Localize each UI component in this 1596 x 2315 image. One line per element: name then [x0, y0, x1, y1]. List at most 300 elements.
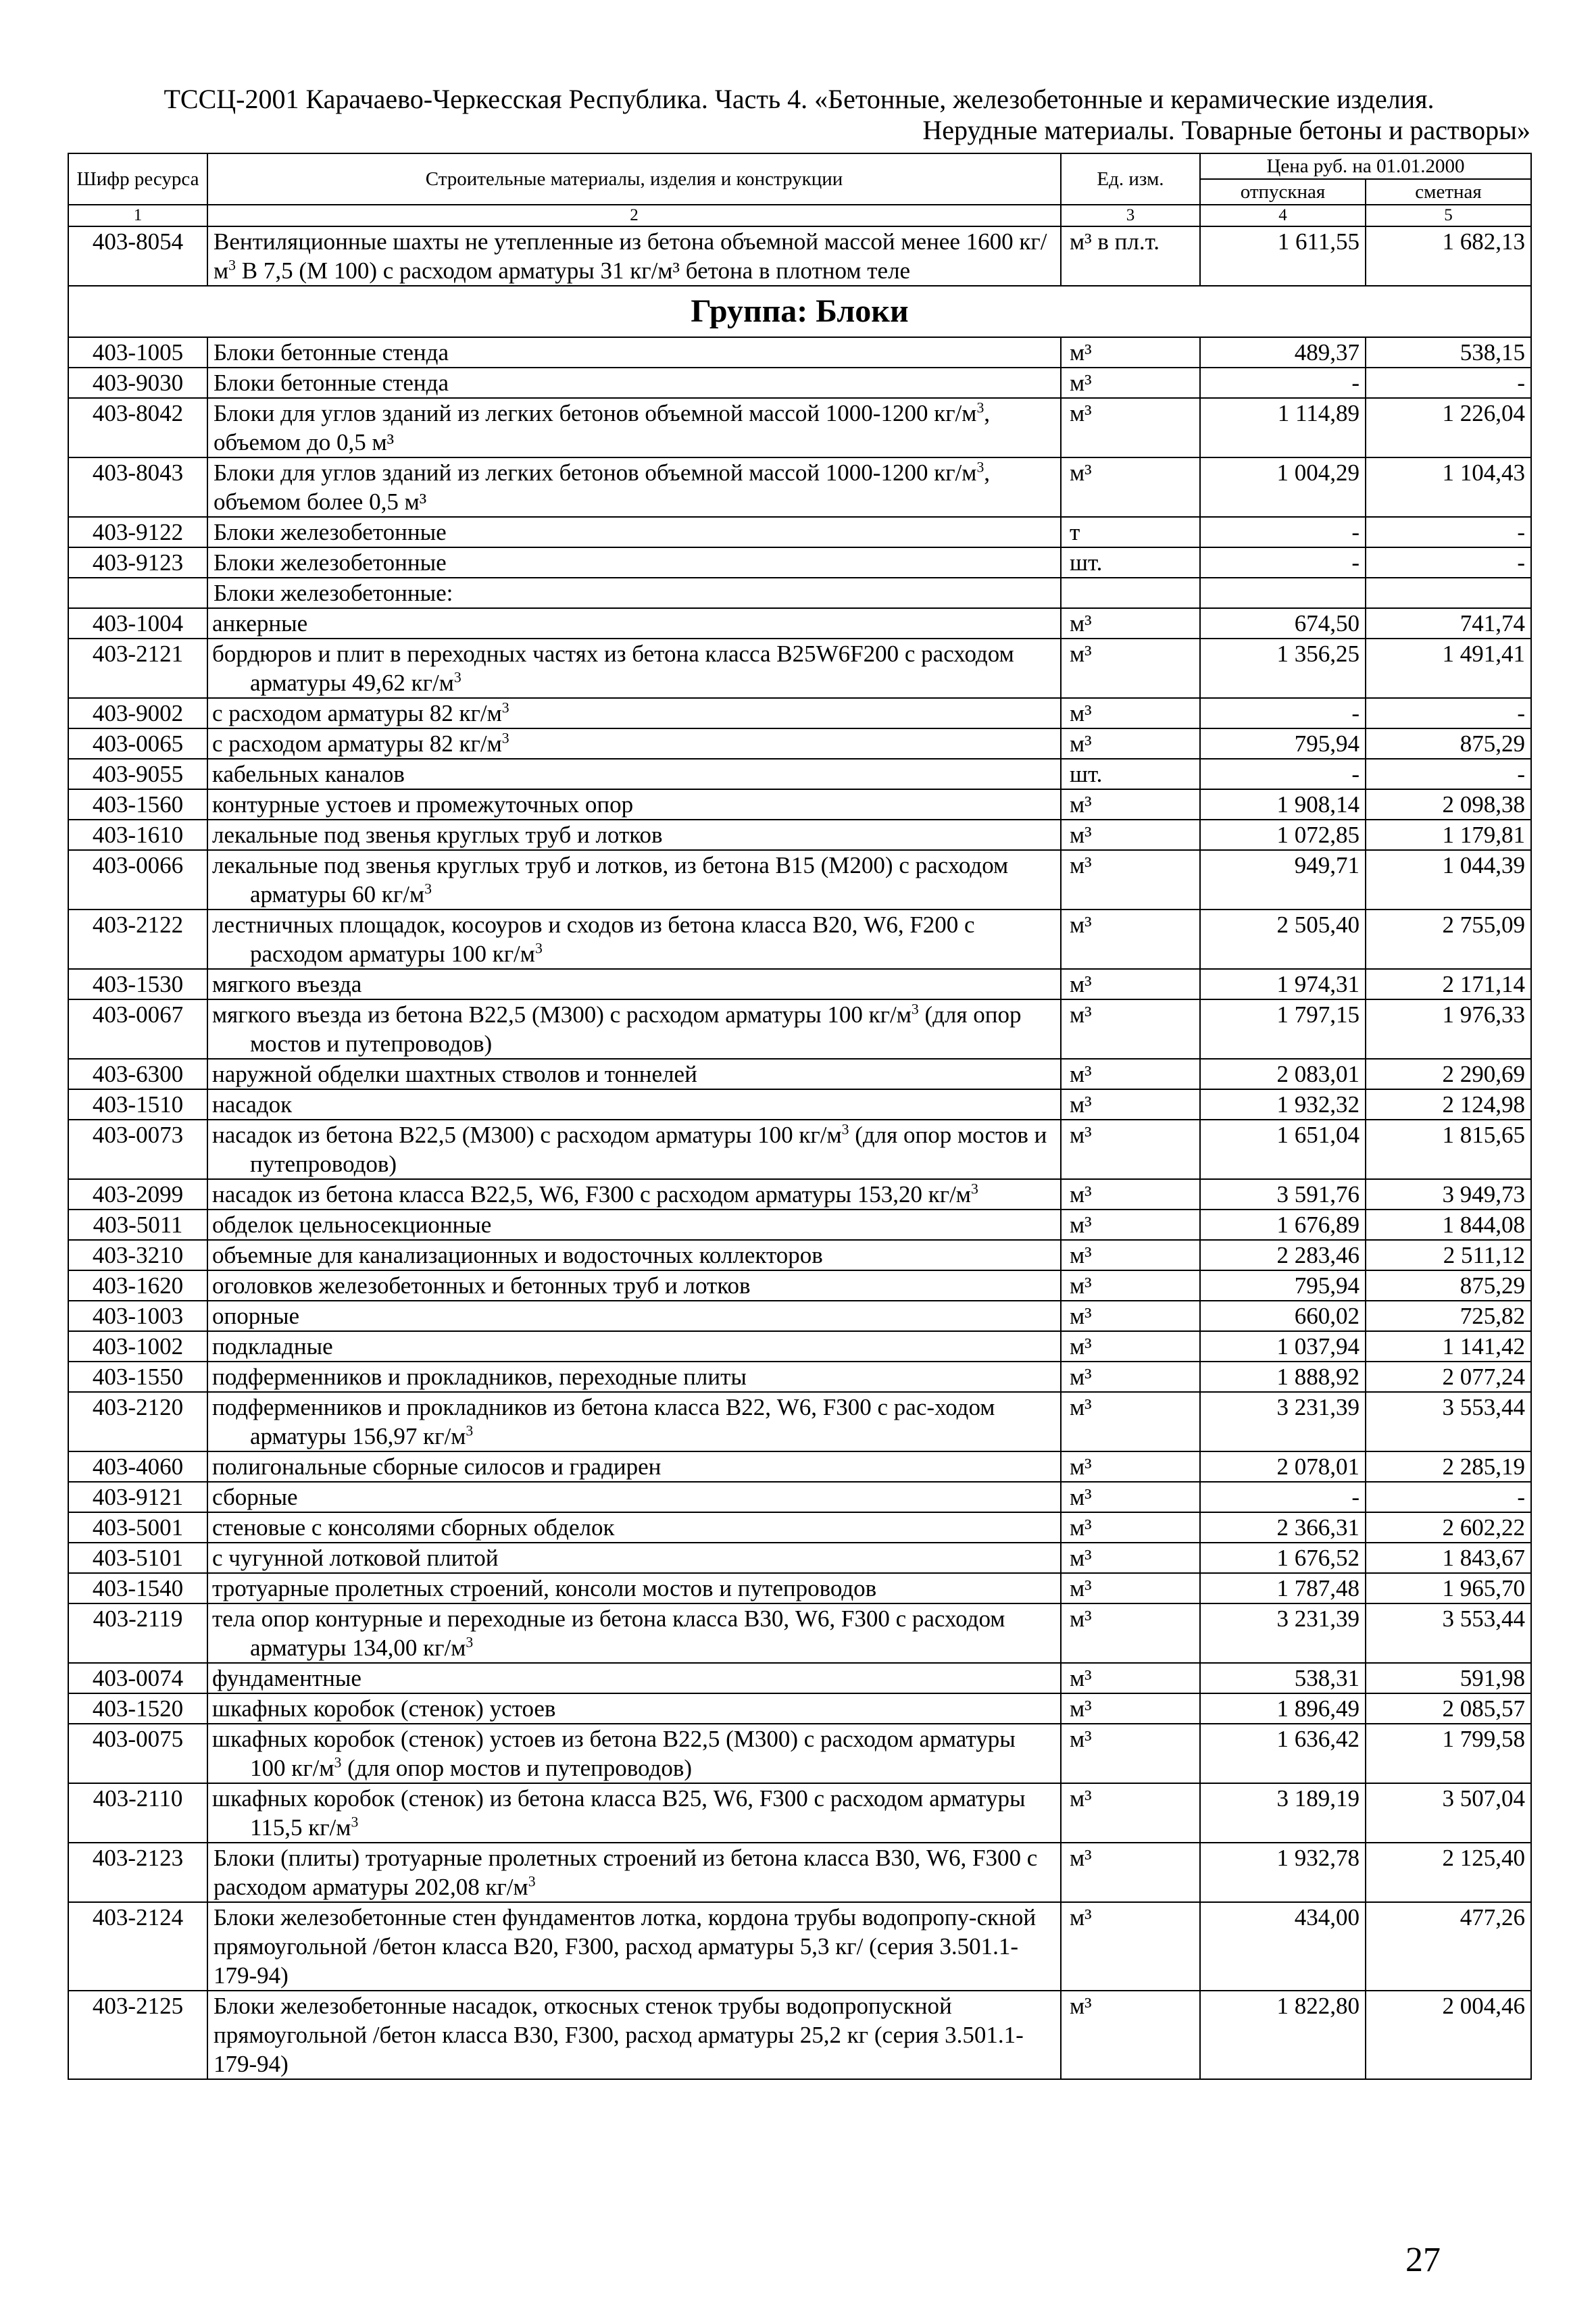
description-text: Вентиляционные шахты не утепленные из бетона объемной массой менее 1600 кг/м — [214, 228, 1047, 284]
unit: м³ — [1061, 1301, 1200, 1331]
unit: м³ — [1061, 1120, 1200, 1179]
description-text: оголовков железобетонных и бетонных труб и лотков — [212, 1272, 751, 1299]
description-text: насадок из бетона класса В22,5, W6, F300 с расходом арматуры 153,20 кг/м — [212, 1181, 971, 1208]
table-row — [68, 517, 1531, 547]
unit: шт. — [1061, 547, 1200, 578]
item-description — [207, 1089, 1061, 1120]
table-row — [68, 1543, 1531, 1573]
item-description — [207, 820, 1061, 850]
description-text: опорные — [212, 1303, 300, 1329]
description-text-cont: (для опор мостов и путепроводов) — [341, 1755, 693, 1781]
table-row — [68, 226, 1531, 286]
estimate-price: 1 044,39 — [1366, 850, 1531, 910]
table-row — [68, 1991, 1531, 2079]
release-price: 1 611,55 — [1200, 226, 1366, 286]
release-price: 1 908,14 — [1200, 789, 1366, 820]
release-price — [1200, 578, 1366, 608]
estimate-price — [1366, 578, 1531, 608]
release-price: 1 114,89 — [1200, 398, 1366, 457]
estimate-price: - — [1366, 547, 1531, 578]
item-description — [207, 1603, 1061, 1663]
superscript: 3 — [501, 730, 509, 747]
estimate-price: - — [1366, 759, 1531, 789]
resource-code: 403-1610 — [68, 820, 207, 850]
release-price: 1 636,42 — [1200, 1724, 1366, 1783]
resource-code: 403-0065 — [68, 728, 207, 759]
unit: м³ — [1061, 789, 1200, 820]
table-row — [68, 759, 1531, 789]
estimate-price: 1 844,08 — [1366, 1210, 1531, 1240]
table-row — [68, 457, 1531, 517]
item-description — [207, 1240, 1061, 1270]
col-number: 5 — [1366, 205, 1531, 226]
item-description — [207, 1270, 1061, 1301]
item-description — [207, 1724, 1061, 1783]
col-code-header: Шифр ресурса — [68, 153, 207, 205]
table-row — [68, 639, 1531, 698]
release-price: 1 787,48 — [1200, 1573, 1366, 1603]
description-text: с чугунной лотковой плитой — [212, 1545, 499, 1571]
item-description — [207, 1543, 1061, 1573]
unit: м³ — [1061, 1240, 1200, 1270]
unit: м³ — [1061, 1783, 1200, 1843]
table-row — [68, 368, 1531, 398]
item-description — [207, 698, 1061, 728]
estimate-price: 591,98 — [1366, 1663, 1531, 1693]
superscript: 3 — [466, 1422, 474, 1439]
description-text: Блоки железобетонные — [214, 519, 447, 545]
estimate-price: 741,74 — [1366, 608, 1531, 639]
description-text: Блоки (плиты) тротуарные пролетных строений из бетона класса В30, W6, F300 с расходом арматуры 202,08 кг/м — [214, 1845, 1038, 1900]
superscript: 3 — [528, 1873, 536, 1890]
superscript: 3 — [228, 257, 236, 274]
resource-code: 403-2123 — [68, 1843, 207, 1902]
unit — [1061, 578, 1200, 608]
table-row — [68, 910, 1531, 969]
table-row — [68, 1693, 1531, 1724]
table-row — [68, 1451, 1531, 1482]
release-price: 1 932,78 — [1200, 1843, 1366, 1902]
item-description — [207, 1301, 1061, 1331]
estimate-price: 2 098,38 — [1366, 789, 1531, 820]
description-text: Блоки железобетонные: — [214, 580, 453, 606]
description-text-cont: В 7,5 (М 100) с расходом арматуры 31 кг/м³ бетона в плотном теле — [236, 257, 911, 284]
table-row — [68, 398, 1531, 457]
superscript: 3 — [453, 669, 462, 686]
unit: м³ — [1061, 1392, 1200, 1451]
document-title: ТССЦ-2001 Карачаево-Черкесская Республика. Часть 4. «Бетонные, железобетонные и керамические изделия. — [164, 84, 1435, 114]
description-text: насадок из бетона В22,5 (М300) с расходом арматуры 100 кг/м — [212, 1122, 842, 1148]
estimate-price: 2 077,24 — [1366, 1362, 1531, 1392]
resource-code: 403-1540 — [68, 1573, 207, 1603]
resource-code: 403-9121 — [68, 1482, 207, 1512]
item-description — [207, 608, 1061, 639]
estimate-price: 875,29 — [1366, 728, 1531, 759]
unit: м³ — [1061, 1270, 1200, 1301]
table-row — [68, 789, 1531, 820]
description-text: мягкого въезда из бетона В22,5 (М300) с расходом арматуры 100 кг/м — [212, 1001, 912, 1028]
release-price: 489,37 — [1200, 337, 1366, 368]
unit: м³ — [1061, 820, 1200, 850]
item-description — [207, 368, 1061, 398]
estimate-price: 2 125,40 — [1366, 1843, 1531, 1902]
resource-code: 403-8043 — [68, 457, 207, 517]
superscript: 3 — [466, 1634, 474, 1651]
item-description — [207, 1573, 1061, 1603]
table-row — [68, 1179, 1531, 1210]
table-row — [68, 1603, 1531, 1663]
release-price: - — [1200, 759, 1366, 789]
resource-code: 403-1550 — [68, 1362, 207, 1392]
resource-code: 403-6300 — [68, 1059, 207, 1089]
table-row — [68, 728, 1531, 759]
description-text: Блоки бетонные стенда — [214, 339, 449, 366]
release-price: 2 366,31 — [1200, 1512, 1366, 1543]
item-description — [207, 457, 1061, 517]
resource-code: 403-2110 — [68, 1783, 207, 1843]
estimate-price: 1 965,70 — [1366, 1573, 1531, 1603]
item-description — [207, 226, 1061, 286]
superscript: 3 — [911, 1001, 919, 1018]
release-price: 3 189,19 — [1200, 1783, 1366, 1843]
table-row — [68, 547, 1531, 578]
description-text: кабельных каналов — [212, 761, 405, 787]
release-price: 1 676,52 — [1200, 1543, 1366, 1573]
resource-code: 403-9122 — [68, 517, 207, 547]
table-row — [68, 578, 1531, 608]
release-price: 538,31 — [1200, 1663, 1366, 1693]
unit: м³ — [1061, 1693, 1200, 1724]
description-text: наружной обделки шахтных стволов и тоннелей — [212, 1061, 697, 1087]
item-description — [207, 1059, 1061, 1089]
col-number: 2 — [207, 205, 1061, 226]
superscript: 3 — [534, 940, 543, 957]
estimate-price: 2 124,98 — [1366, 1089, 1531, 1120]
unit: м³ — [1061, 1179, 1200, 1210]
table-row — [68, 1783, 1531, 1843]
table-row — [68, 608, 1531, 639]
resource-code: 403-9123 — [68, 547, 207, 578]
description-text: мягкого въезда — [212, 971, 362, 997]
resource-code: 403-1005 — [68, 337, 207, 368]
release-price: 2 078,01 — [1200, 1451, 1366, 1482]
unit: м³ — [1061, 1089, 1200, 1120]
description-text: контурные устоев и промежуточных опор — [212, 791, 634, 818]
item-description — [207, 1482, 1061, 1512]
estimate-price: 477,26 — [1366, 1902, 1531, 1991]
description-text: лекальные под звенья круглых труб и лотков — [212, 822, 663, 848]
resource-code: 403-3210 — [68, 1240, 207, 1270]
estimate-price: - — [1366, 517, 1531, 547]
table-row — [68, 1512, 1531, 1543]
table-row — [68, 1392, 1531, 1451]
resource-code: 403-8054 — [68, 226, 207, 286]
resource-code: 403-1003 — [68, 1301, 207, 1331]
superscript: 3 — [501, 699, 509, 716]
estimate-price: 2 171,14 — [1366, 969, 1531, 999]
description-text: шкафных коробок (стенок) из бетона класса В25, W6, F300 с расходом арматуры 115,5 кг/м — [212, 1785, 1026, 1841]
superscript: 3 — [841, 1121, 849, 1138]
item-description — [207, 1512, 1061, 1543]
superscript: 3 — [976, 399, 984, 416]
description-text: Блоки железобетонные — [214, 549, 447, 576]
unit: м³ — [1061, 1663, 1200, 1693]
col-price-header: Цена руб. на 01.01.2000 — [1200, 153, 1531, 179]
description-text: шкафных коробок (стенок) устоев — [212, 1695, 556, 1722]
unit: шт. — [1061, 759, 1200, 789]
resource-code: 403-2122 — [68, 910, 207, 969]
table-row — [68, 820, 1531, 850]
description-text: Блоки железобетонные стен фундаментов лотка, кордона трубы водопропу-скной прямоугольной /бетон класса В20, F300, расход арматуры 5,3 кг/ (серия 3.501.1-179-94) — [214, 1904, 1037, 1989]
resource-code: 403-2119 — [68, 1603, 207, 1663]
table-row — [68, 1210, 1531, 1240]
table-row — [68, 286, 1531, 337]
resource-code: 403-2120 — [68, 1392, 207, 1451]
release-price: 674,50 — [1200, 608, 1366, 639]
resource-code — [68, 578, 207, 608]
release-price: - — [1200, 368, 1366, 398]
unit: м³ — [1061, 608, 1200, 639]
estimate-price: 1 799,58 — [1366, 1724, 1531, 1783]
resource-code: 403-0074 — [68, 1663, 207, 1693]
item-description — [207, 728, 1061, 759]
unit: м³ — [1061, 1603, 1200, 1663]
document-subtitle: Нерудные материалы. Товарные бетоны и растворы» — [922, 115, 1530, 145]
unit: м³ — [1061, 1543, 1200, 1573]
table-row — [68, 1270, 1531, 1301]
resource-code: 403-9030 — [68, 368, 207, 398]
release-price: 1 896,49 — [1200, 1693, 1366, 1724]
resource-code: 403-1620 — [68, 1270, 207, 1301]
price-table — [68, 153, 1532, 2080]
release-price: 1 004,29 — [1200, 457, 1366, 517]
table-row — [68, 1059, 1531, 1089]
table-row — [68, 1301, 1531, 1331]
superscript: 3 — [970, 1180, 978, 1197]
unit: м³ — [1061, 639, 1200, 698]
resource-code: 403-5011 — [68, 1210, 207, 1240]
unit: м³ — [1061, 698, 1200, 728]
release-price: 2 083,01 — [1200, 1059, 1366, 1089]
description-text-cont: , объемом более 0,5 м³ — [214, 459, 991, 515]
unit: м³ — [1061, 1331, 1200, 1362]
estimate-price: 1 976,33 — [1366, 999, 1531, 1059]
release-price: 795,94 — [1200, 1270, 1366, 1301]
item-description — [207, 1210, 1061, 1240]
unit: м³ — [1061, 457, 1200, 517]
estimate-price: 1 843,67 — [1366, 1543, 1531, 1573]
resource-code: 403-2124 — [68, 1902, 207, 1991]
item-description — [207, 547, 1061, 578]
estimate-price: 1 104,43 — [1366, 457, 1531, 517]
description-text: анкерные — [212, 610, 308, 637]
table-row — [68, 1573, 1531, 1603]
estimate-price: 1 141,42 — [1366, 1331, 1531, 1362]
resource-code: 403-8042 — [68, 398, 207, 457]
description-text: обделок цельносекционные — [212, 1212, 492, 1238]
item-description — [207, 337, 1061, 368]
item-description — [207, 1991, 1061, 2079]
col-unit-header: Ед. изм. — [1061, 153, 1200, 205]
estimate-price: 725,82 — [1366, 1301, 1531, 1331]
description-text: лекальные под звенья круглых труб и лотков, из бетона В15 (М200) с расходом арматуры 60 кг/м — [212, 852, 1009, 907]
col-release-header: отпускная — [1200, 179, 1366, 205]
release-price: - — [1200, 698, 1366, 728]
unit: м³ — [1061, 1482, 1200, 1512]
table-row — [68, 1089, 1531, 1120]
resource-code: 403-1510 — [68, 1089, 207, 1120]
description-text: подкладные — [212, 1333, 333, 1360]
table-row — [68, 1843, 1531, 1902]
unit: м³ — [1061, 728, 1200, 759]
superscript: 3 — [424, 880, 432, 897]
item-description — [207, 969, 1061, 999]
release-price: 1 974,31 — [1200, 969, 1366, 999]
estimate-price: 3 553,44 — [1366, 1603, 1531, 1663]
release-price: 1 888,92 — [1200, 1362, 1366, 1392]
unit: м³ — [1061, 999, 1200, 1059]
item-description — [207, 1843, 1061, 1902]
col-number: 1 — [68, 205, 207, 226]
item-description — [207, 398, 1061, 457]
unit: м³ — [1061, 337, 1200, 368]
table-row — [68, 698, 1531, 728]
estimate-price: 875,29 — [1366, 1270, 1531, 1301]
release-price: 1 356,25 — [1200, 639, 1366, 698]
table-row — [68, 1902, 1531, 1991]
col-name-header: Строительные материалы, изделия и конструкции — [207, 153, 1061, 205]
table-row — [68, 337, 1531, 368]
item-description — [207, 789, 1061, 820]
resource-code: 403-9002 — [68, 698, 207, 728]
description-text-cont: , объемом до 0,5 м³ — [214, 400, 991, 455]
item-description — [207, 1783, 1061, 1843]
estimate-price: 538,15 — [1366, 337, 1531, 368]
release-price: 2 283,46 — [1200, 1240, 1366, 1270]
table-row — [68, 1331, 1531, 1362]
release-price: 3 231,39 — [1200, 1603, 1366, 1663]
item-description — [207, 910, 1061, 969]
description-text: стеновые с консолями сборных обделок — [212, 1514, 615, 1541]
resource-code: 403-0073 — [68, 1120, 207, 1179]
resource-code: 403-0066 — [68, 850, 207, 910]
estimate-price: 2 085,57 — [1366, 1693, 1531, 1724]
table-row — [68, 969, 1531, 999]
estimate-price: 2 004,46 — [1366, 1991, 1531, 2079]
table-row — [68, 1482, 1531, 1512]
estimate-price: - — [1366, 368, 1531, 398]
item-description — [207, 1362, 1061, 1392]
item-description — [207, 1392, 1061, 1451]
unit: м³ — [1061, 1512, 1200, 1543]
release-price: 1 932,32 — [1200, 1089, 1366, 1120]
estimate-price: 3 949,73 — [1366, 1179, 1531, 1210]
unit: м³ — [1061, 1843, 1200, 1902]
item-description — [207, 759, 1061, 789]
resource-code: 403-9055 — [68, 759, 207, 789]
release-price: 795,94 — [1200, 728, 1366, 759]
unit: м³ — [1061, 850, 1200, 910]
release-price: 949,71 — [1200, 850, 1366, 910]
description-text-cont: (для опор мостов и путепроводов) — [250, 1001, 1022, 1057]
item-description — [207, 850, 1061, 910]
unit: м³ — [1061, 1059, 1200, 1089]
subgroup-heading — [207, 578, 1061, 608]
resource-code: 403-2099 — [68, 1179, 207, 1210]
release-price: 3 591,76 — [1200, 1179, 1366, 1210]
unit: м³ — [1061, 1724, 1200, 1783]
description-text: подферменников и прокладников, переходные плиты — [212, 1364, 747, 1390]
release-price: 660,02 — [1200, 1301, 1366, 1331]
resource-code: 403-1530 — [68, 969, 207, 999]
description-text: тротуарные пролетных строений, консоли мостов и путепроводов — [212, 1575, 877, 1601]
release-price: 2 505,40 — [1200, 910, 1366, 969]
resource-code: 403-1520 — [68, 1693, 207, 1724]
item-description — [207, 517, 1061, 547]
unit: м³ — [1061, 969, 1200, 999]
description-text: сборные — [212, 1484, 298, 1510]
item-description — [207, 1663, 1061, 1693]
superscript: 3 — [351, 1814, 359, 1831]
description-text: шкафных коробок (стенок) устоев из бетона В22,5 (М300) с расходом арматуры 100 кг/м — [212, 1726, 1016, 1781]
col-number: 4 — [1200, 205, 1366, 226]
table-row — [68, 850, 1531, 910]
description-text: бордюров и плит в переходных частях из бетона класса B25W6F200 с расходом арматуры 49,62 кг/м — [212, 641, 1014, 696]
description-text: тела опор контурные и переходные из бетона класса В30, W6, F300 с расходом арматуры 134,00 кг/м — [212, 1605, 1005, 1661]
estimate-price: 2 285,19 — [1366, 1451, 1531, 1482]
unit: м³ — [1061, 910, 1200, 969]
superscript: 3 — [976, 459, 984, 476]
resource-code: 403-1002 — [68, 1331, 207, 1362]
description-text: Блоки для углов зданий из легких бетонов объемной массой 1000-1200 кг/м — [214, 459, 977, 486]
unit: м³ — [1061, 398, 1200, 457]
unit: м³ — [1061, 1451, 1200, 1482]
release-price: 1 651,04 — [1200, 1120, 1366, 1179]
resource-code: 403-1004 — [68, 608, 207, 639]
estimate-price: 1 682,13 — [1366, 226, 1531, 286]
release-price: 1 676,89 — [1200, 1210, 1366, 1240]
unit: м³ — [1061, 1573, 1200, 1603]
release-price: 3 231,39 — [1200, 1392, 1366, 1451]
estimate-price: - — [1366, 1482, 1531, 1512]
unit: т — [1061, 517, 1200, 547]
col-number: 3 — [1061, 205, 1200, 226]
description-text: полигональные сборные силосов и градирен — [212, 1453, 662, 1480]
superscript: 3 — [334, 1754, 342, 1771]
description-text: Блоки для углов зданий из легких бетонов объемной массой 1000-1200 кг/м — [214, 400, 977, 426]
table-row — [68, 1120, 1531, 1179]
release-price: 434,00 — [1200, 1902, 1366, 1991]
item-description — [207, 1331, 1061, 1362]
item-description — [207, 1902, 1061, 1991]
estimate-price: 2 511,12 — [1366, 1240, 1531, 1270]
description-text: объемные для канализационных и водосточных коллекторов — [212, 1242, 823, 1268]
item-description — [207, 999, 1061, 1059]
description-text: с расходом арматуры 82 кг/м — [212, 700, 502, 726]
item-description — [207, 1451, 1061, 1482]
resource-code: 403-2121 — [68, 639, 207, 698]
estimate-price: 1 491,41 — [1366, 639, 1531, 698]
release-price: - — [1200, 1482, 1366, 1512]
table-row — [68, 999, 1531, 1059]
item-description — [207, 1120, 1061, 1179]
release-price: 1 797,15 — [1200, 999, 1366, 1059]
unit: м³ — [1061, 368, 1200, 398]
resource-code: 403-2125 — [68, 1991, 207, 2079]
item-description — [207, 1693, 1061, 1724]
description-text: насадок — [212, 1091, 293, 1118]
release-price: - — [1200, 517, 1366, 547]
